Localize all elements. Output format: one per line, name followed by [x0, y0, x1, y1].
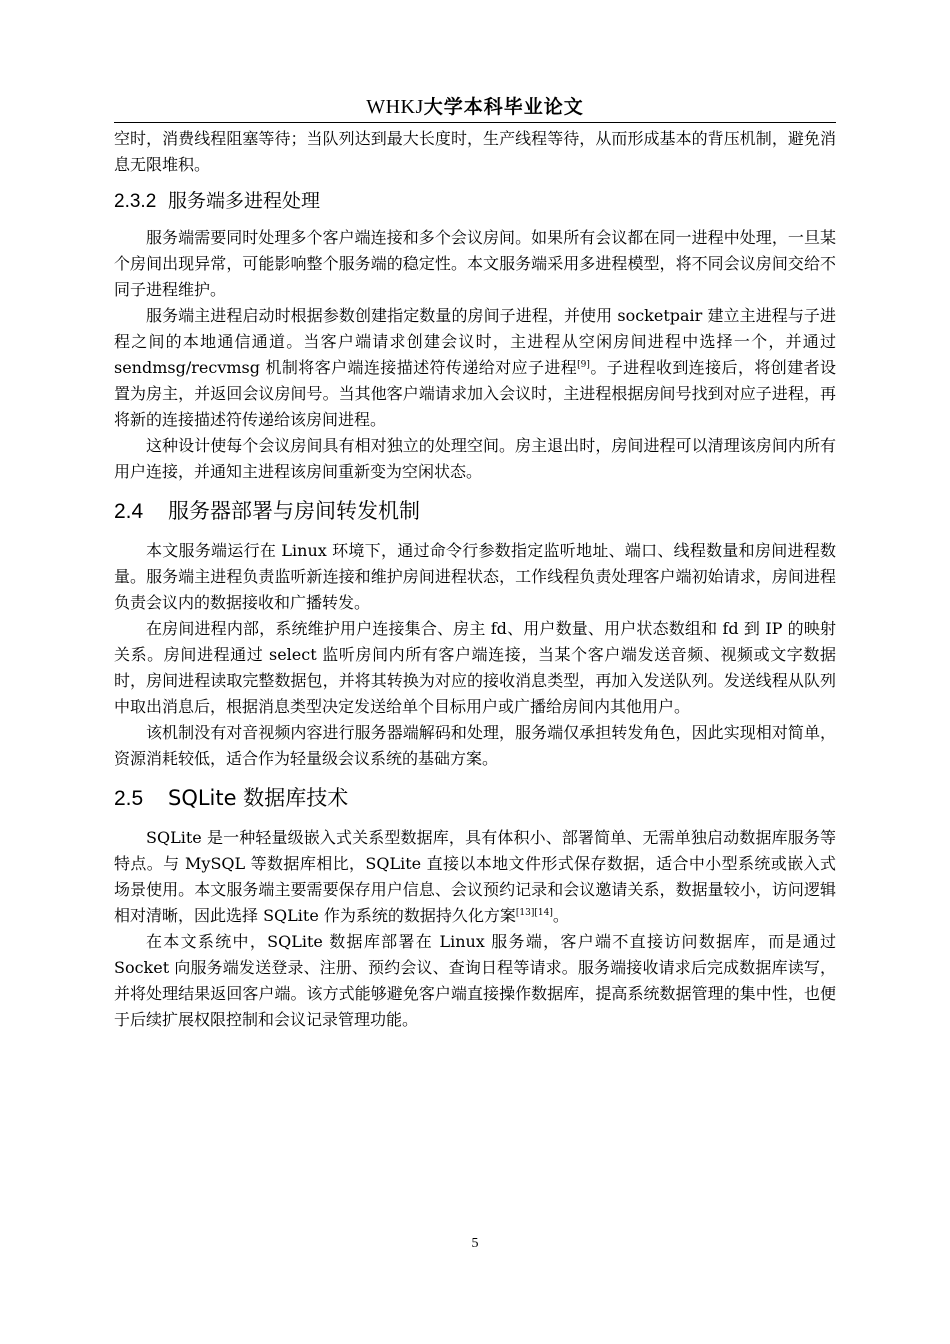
paragraph-text: 。: [552, 906, 569, 925]
section-heading-2-4: [114, 497, 836, 526]
page-header: [114, 92, 836, 123]
header-latin: WHKJ: [366, 96, 424, 118]
section-number: 2.5: [114, 787, 144, 810]
section-title: SQLite 数据库技术: [168, 786, 349, 810]
section-title: 服务器部署与房间转发机制: [168, 499, 420, 523]
page-number: 5: [471, 1236, 479, 1251]
paragraph-text: SQLite 是一种轻量级嵌入式关系型数据库，具有体积小、部署简单、无需单独启动数据库服务等特点。与 MySQL 等数据库相比，SQLite 直接以本地文件形式保存数据，适合中小型系统或嵌入式场景使用。本文服务端主要需要保存用户信息、会议预约记录和会议邀请关系，数据量较小，访问逻辑相对清晰，因此选择 SQLite 作为系统的数据持久化方案: [114, 828, 836, 925]
citation: [9]: [577, 360, 590, 370]
section-heading-2-5: [114, 784, 836, 813]
paragraph: 这种设计使每个会议房间具有相对独立的处理空间。房主退出时，房间进程可以清理该房间内所有用户连接，并通知主进程该房间重新变为空闲状态。: [114, 436, 836, 481]
header-title: 大学本科毕业论文: [423, 96, 584, 118]
paragraph-text: 服务端主进程启动时根据参数创建指定数量的房间子进程，并使用 socketpair 建立主进程与子进程之间的本地通信通道。当客户端请求创建会议时，主进程从空闲房间进程中选择一个，并通过 sendmsg/recvmsg 机制将客户端连接描述符传递给对应子进程: [114, 306, 836, 377]
citation: [13][14]: [515, 908, 553, 918]
paragraph: 在本文系统中，SQLite 数据库部署在 Linux 服务端，客户端不直接访问数据库，而是通过 Socket 向服务端发送登录、注册、预约会议、查询日程等请求。服务端接收请求后完成数据库读写，并将处理结果返回客户端。该方式能够避免客户端直接操作数据库，提高系统数据管理的集中性，也便于后续扩展权限控制和会议记录管理功能。: [114, 932, 836, 1029]
paragraph-text: 。子进程收到连接后，将创建者设置为房主，并返回会议房间号。当其他客户端请求加入会议时，主进程根据房间号找到对应子进程，再将新的连接描述符传递给该房间进程。: [114, 358, 836, 429]
paragraph: [114, 825, 836, 929]
paragraph: 在房间进程内部，系统维护用户连接集合、房主 fd、用户数量、用户状态数组和 fd 到 IP 的映射关系。房间进程通过 select 监听房间内所有客户端连接，当某个客户端发送音频、视频或文字数据时，房间进程读取完整数据包，并将其转换为对应的接收消息类型，再加入发送队列。发送线程从队列中取出消息后，根据消息类型决定发送给单个目标用户或广播给房间内其他用户。: [114, 619, 836, 716]
section-number: 2.3.2: [114, 191, 157, 212]
paragraph: [114, 303, 836, 433]
paragraph: 该机制没有对音视频内容进行服务器端解码和处理，服务端仅承担转发角色，因此实现相对简单，资源消耗较低，适合作为轻量级会议系统的基础方案。: [114, 723, 836, 768]
section-number: 2.4: [114, 500, 144, 523]
page-body: [114, 126, 836, 1033]
section-heading-2-3-2: [114, 188, 836, 215]
paragraph: 本文服务端运行在 Linux 环境下，通过命令行参数指定监听地址、端口、线程数量和房间进程数量。服务端主进程负责监听新连接和维护房间进程状态，工作线程负责处理客户端初始请求，房间进程负责会议内的数据接收和广播转发。: [114, 541, 836, 612]
paragraph: 空时，消费线程阻塞等待；当队列达到最大长度时，生产线程等待，从而形成基本的背压机制，避免消息无限堆积。: [114, 129, 836, 174]
paragraph: 服务端需要同时处理多个客户端连接和多个会议房间。如果所有会议都在同一进程中处理，一旦某个房间出现异常，可能影响整个服务端的稳定性。本文服务端采用多进程模型，将不同会议房间交给不同子进程维护。: [114, 228, 836, 299]
section-title: 服务端多进程处理: [168, 190, 321, 212]
